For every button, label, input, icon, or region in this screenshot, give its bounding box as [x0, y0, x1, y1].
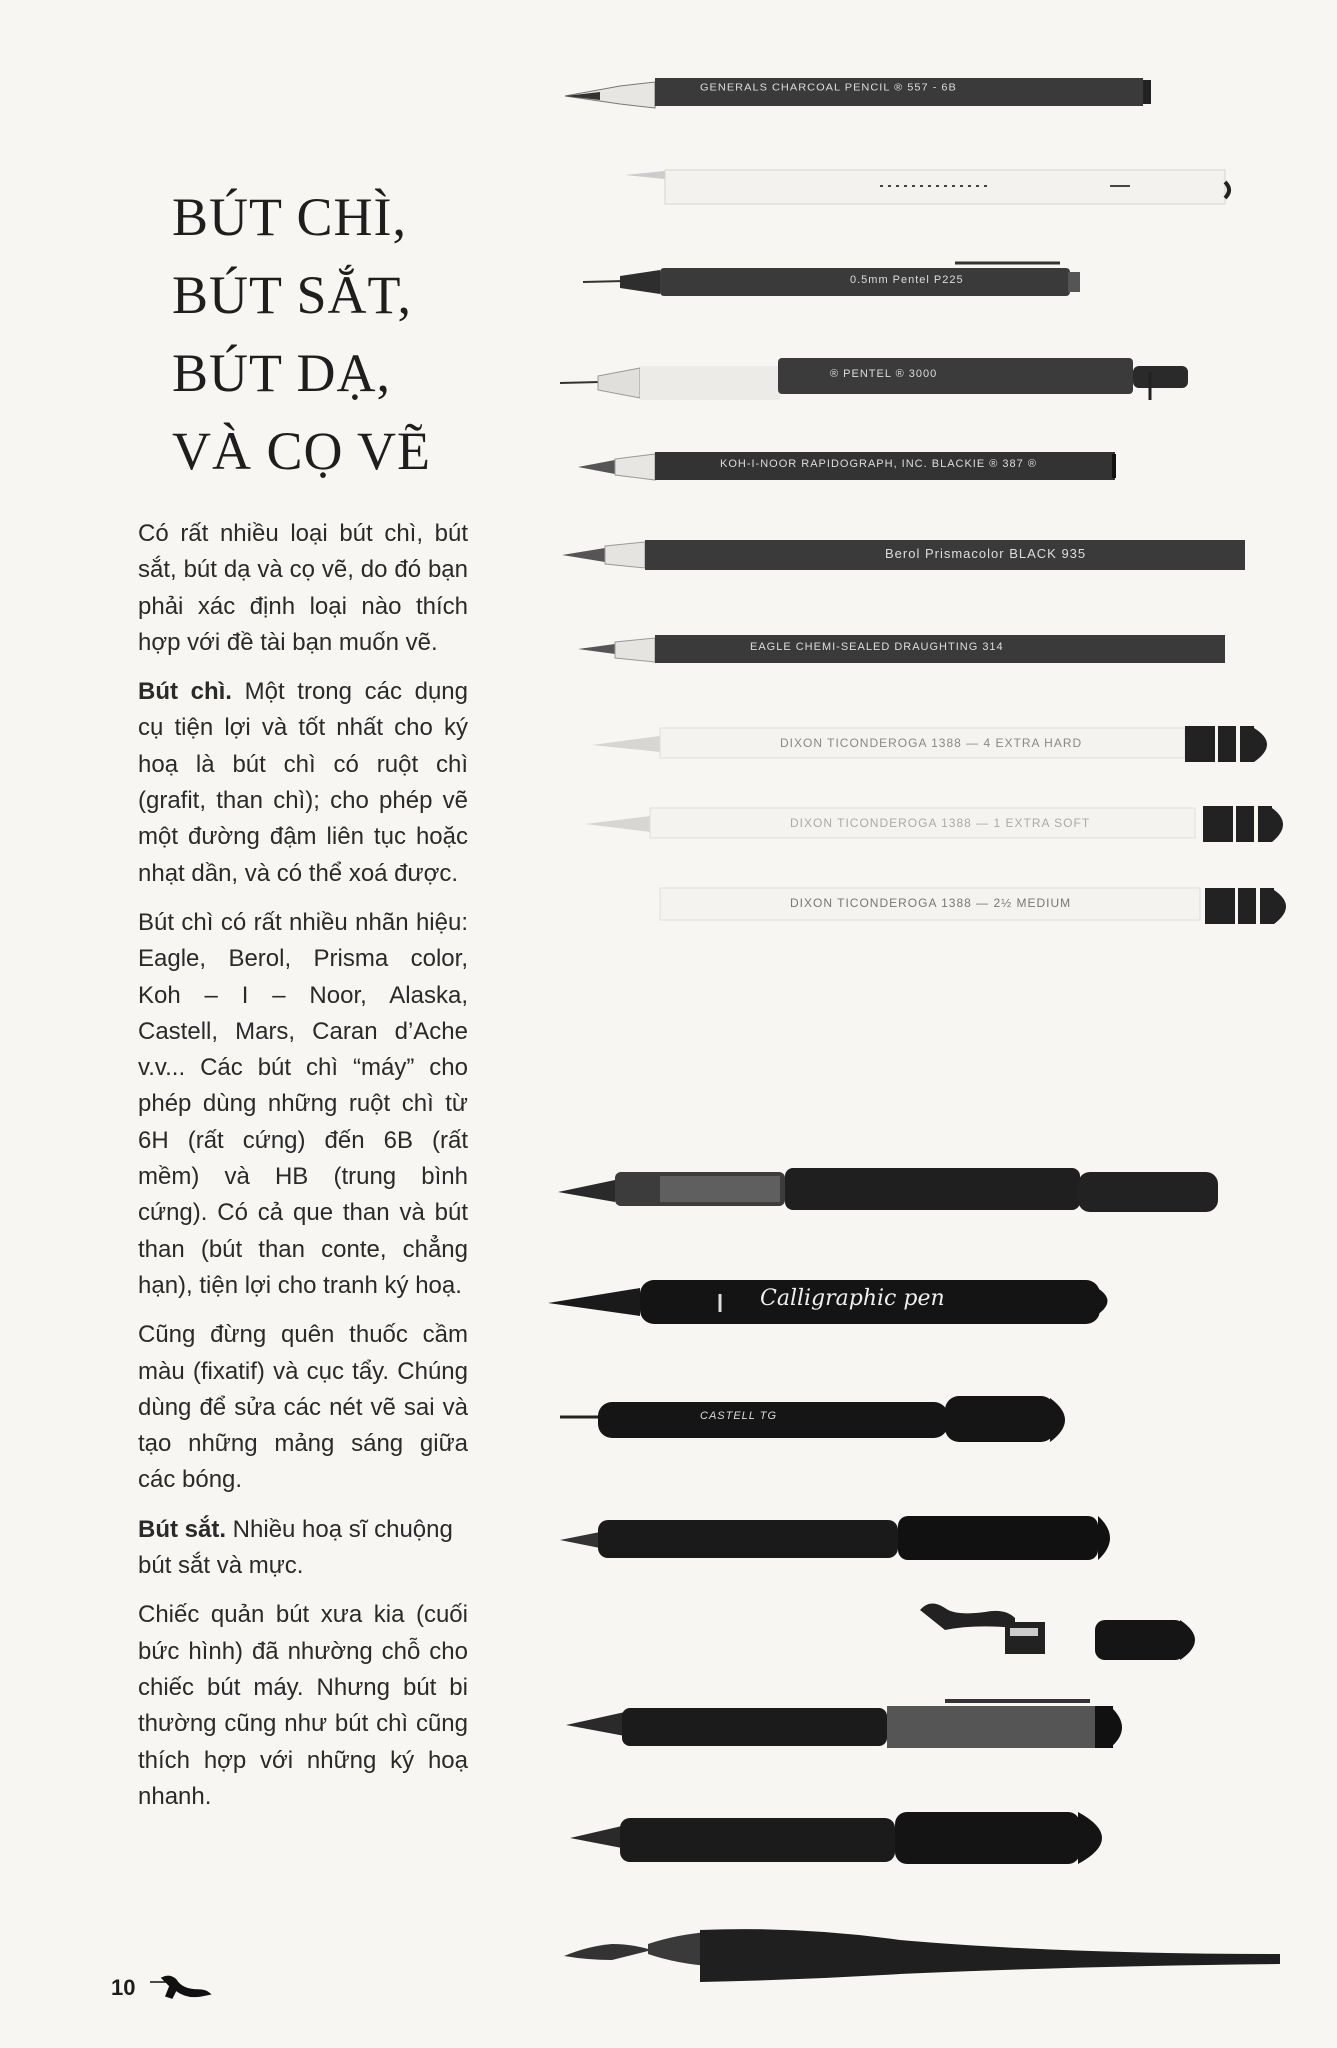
title-line-2: BÚT SẮT, — [172, 265, 413, 325]
mechanical-pencil-pentel — [583, 263, 1080, 296]
title-line-4: VÀ CỌ VẼ — [172, 421, 432, 481]
fountain-pen-2 — [566, 1701, 1122, 1748]
disassembled-pen — [920, 1603, 1195, 1660]
white-pencil — [625, 170, 1229, 204]
dixon-pencil-2-label: DIXON TICONDEROGA 1388 — 1 EXTRA SOFT — [790, 816, 1091, 830]
running-figure-icon — [148, 1972, 218, 2002]
page-number: 10 — [111, 1975, 136, 2000]
intro-paragraph: Có rất nhiều loại bút chì, bút sắt, bút dạ và cọ vẽ, do đó bạn phải xác định loại nào thích hợp với đề tài bạn muốn vẽ. — [138, 520, 468, 656]
pencil-text: Một trong các dụng cụ tiện lợi và tốt nhất cho ký hoạ là bút chì có ruột chì (grafit, than chì); cho phép vẽ một đường đậm liên tục hoặc nhạt dần, và có thể xoá được. — [138, 678, 469, 887]
dip-pen — [564, 1929, 1280, 1982]
pentel-pencil-label: 0.5mm Pentel P225 — [850, 274, 964, 286]
kohinoor-pencil-label: KOH-I-NOOR RAPIDOGRAPH, INC. BLACKIE ® 387 ® — [720, 458, 1037, 470]
eagle-pencil-label: EAGLE CHEMI-SEALED DRAUGHTING 314 — [750, 641, 1004, 653]
fixatif-paragraph: Cũng đừng quên thuốc cầm màu (fixatif) và cục tẩy. Chúng dùng để sửa các nét vẽ sai và tạo những mảng sáng giữa các bóng. — [138, 1321, 468, 1494]
title-line-1: BÚT CHÌ, — [172, 187, 408, 247]
fountain-pen-1 — [558, 1168, 1218, 1212]
felt-pen-castell — [560, 1396, 1065, 1442]
dixon-pencil-3-label: DIXON TICONDEROGA 1388 — 2½ MEDIUM — [790, 896, 1072, 910]
felt-pen-4 — [560, 1516, 1110, 1560]
dixon-pencil-1-label: DIXON TICONDEROGA 1388 — 4 EXTRA HARD — [780, 736, 1083, 750]
quill-paragraph: Chiếc quản bút xưa kia (cuối bức hình) đã nhường chỗ cho chiếc bút máy. Nhưng bút bi thường cũng như bút chì cũng thích hợp với những ký hoạ nhanh. — [138, 1601, 468, 1810]
pen-term: Bút sắt. — [138, 1515, 227, 1543]
calligraphic-pen-label: Calligraphic pen — [760, 1286, 945, 1311]
castell-pen-label: CASTELL TG — [700, 1410, 778, 1422]
fountain-pen-3 — [570, 1812, 1102, 1864]
title-line-3: BÚT DẠ, — [172, 343, 392, 403]
berol-pencil-label: Berol Prismacolor BLACK 935 — [885, 546, 1087, 561]
brands-paragraph: Bút chì có rất nhiều nhãn hiệu: Eagle, Berol, Prisma color, Koh – I – Noor, Alaska, Castell, Mars, Caran d’Ache v.v... Các bút chì “máy” cho phép dùng những ruột chì từ 6H (rất cứng) đến 6B (rất mềm) và HB (trung bình cứng). Có cả que than và bút than (bút than conte, chẳng hạn), tiện lợi cho tranh ký hoạ. — [138, 908, 468, 1299]
pen-text: Nhiều hoạ sĩ chuộng bút sắt và mực. — [138, 1515, 453, 1580]
mech-pencil-2-label: ® PENTEL ® 3000 — [830, 368, 938, 380]
pencil-term: Bút chì. — [138, 678, 232, 706]
charcoal-pencil-label: GENERALS CHARCOAL PENCIL ® 557 - 6B — [700, 82, 957, 94]
